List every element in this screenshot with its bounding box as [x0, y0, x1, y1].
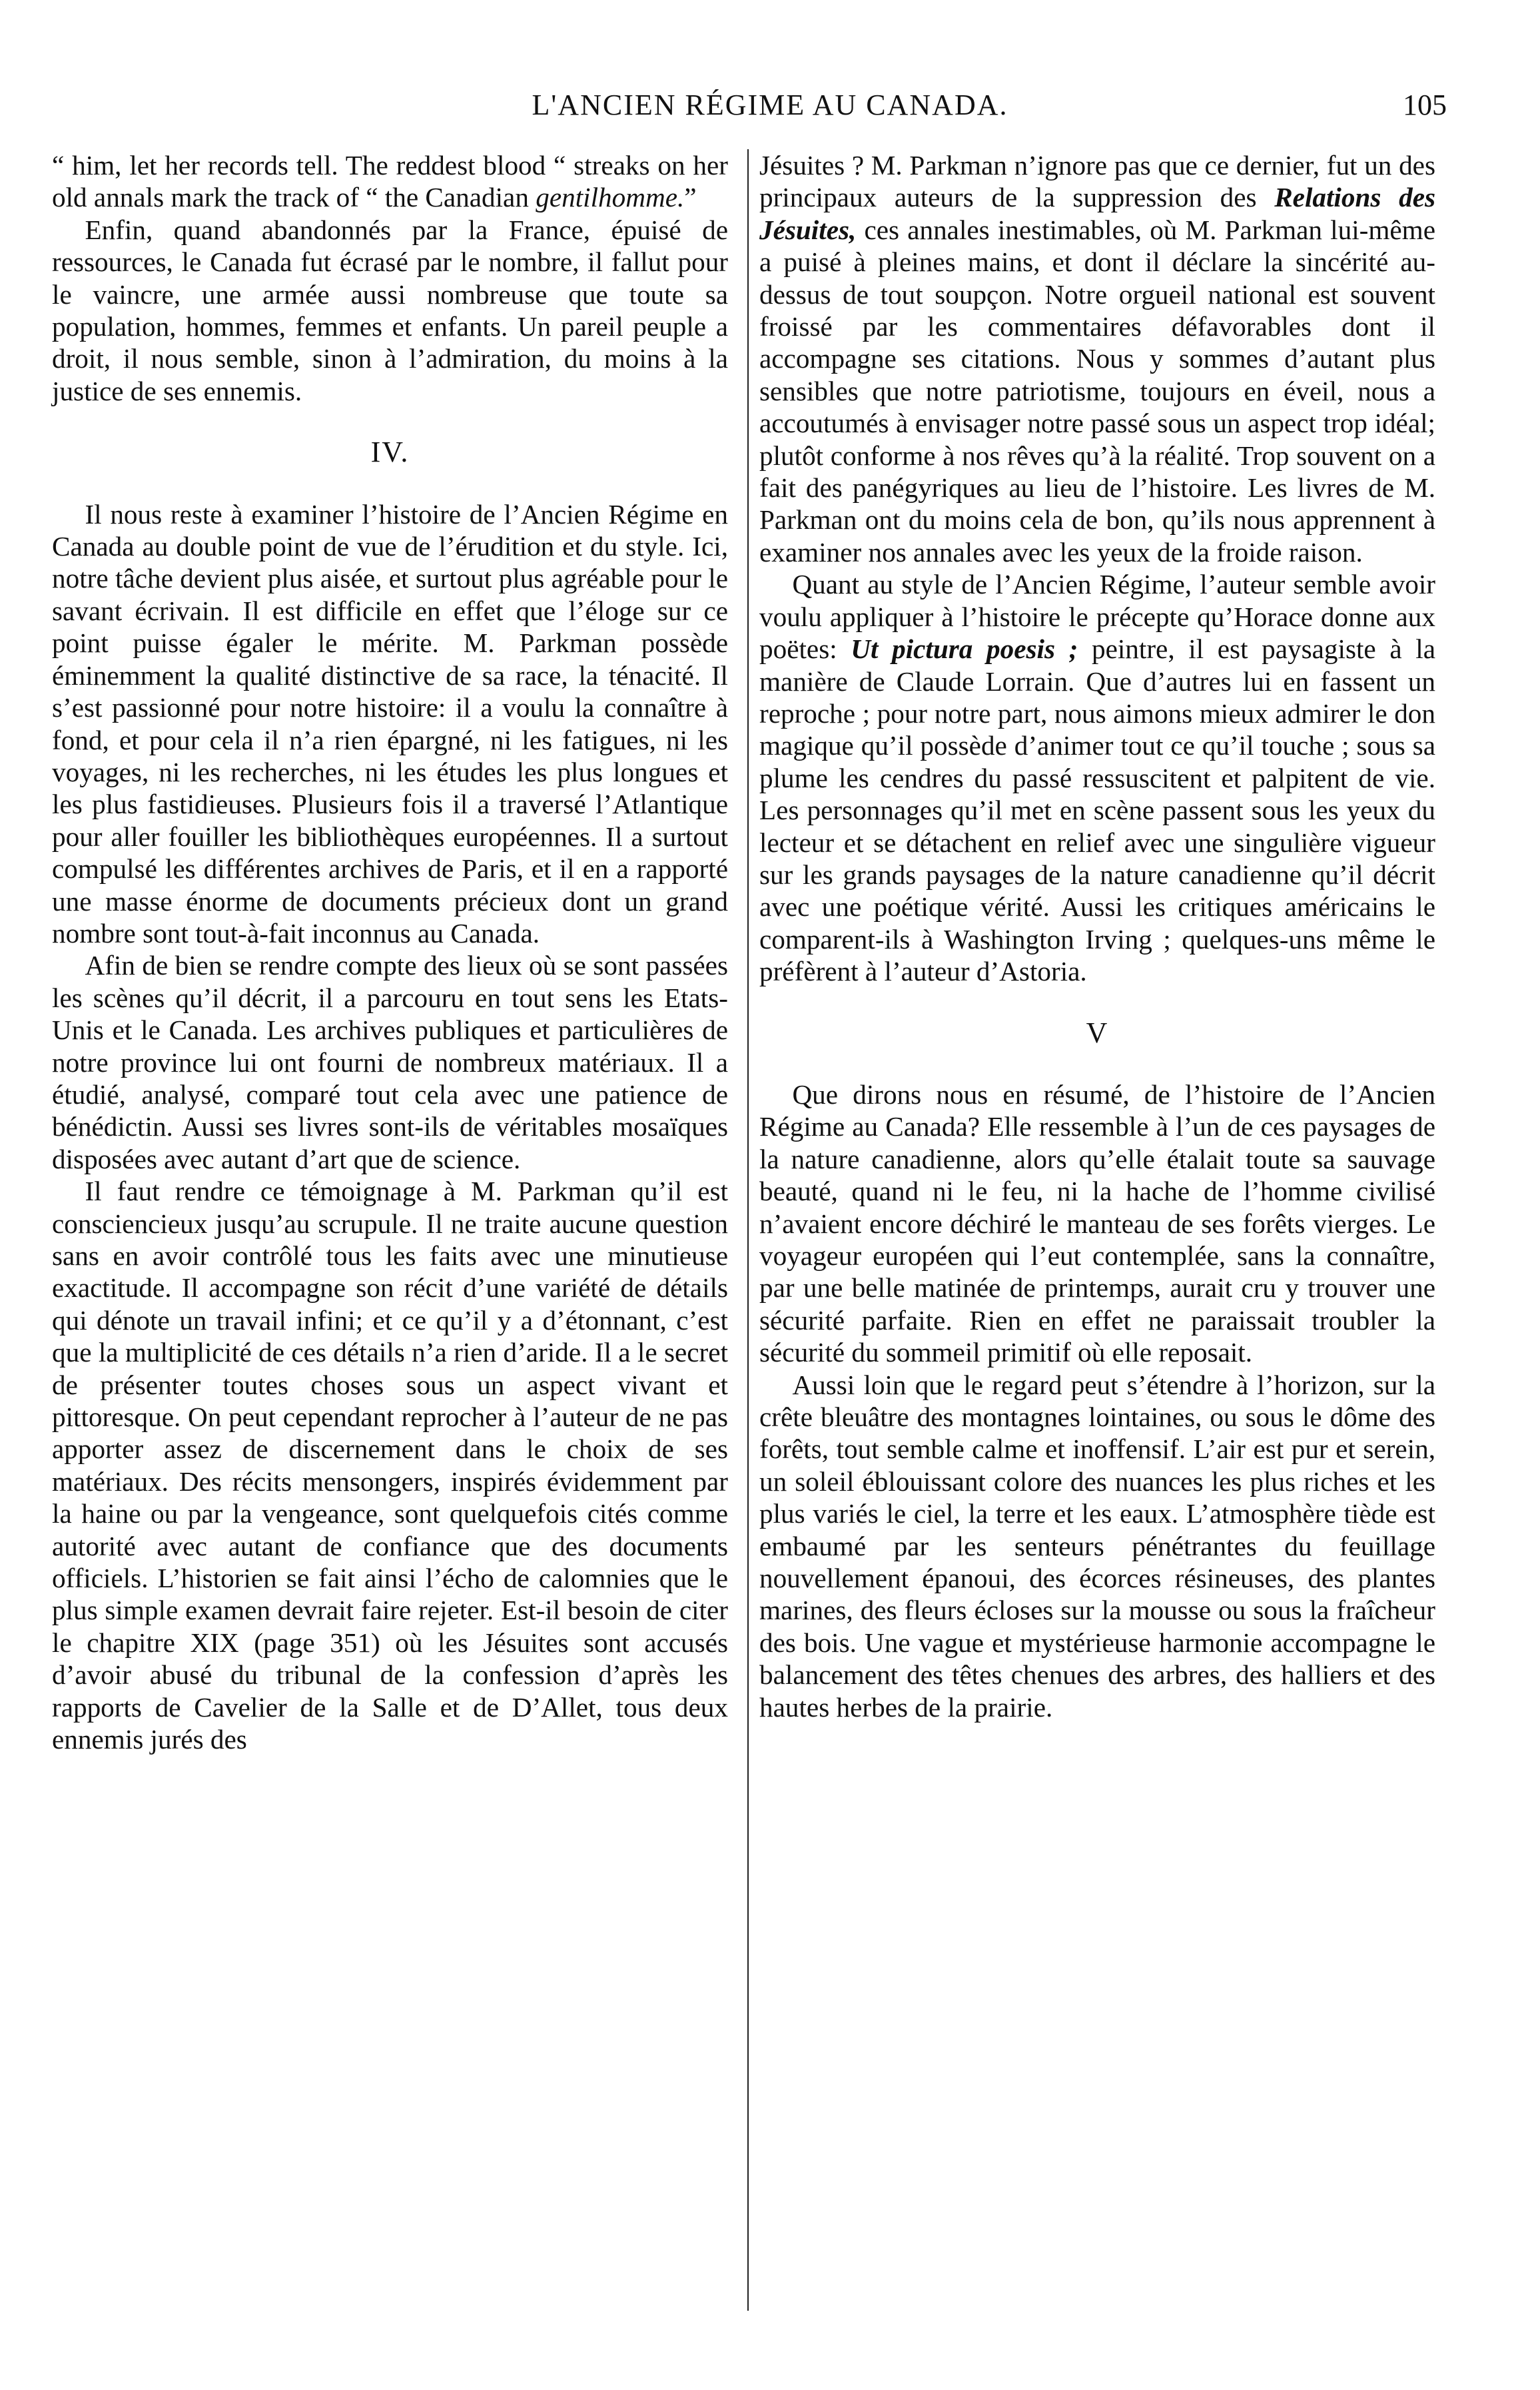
page-number: 105 [1403, 89, 1447, 121]
quote-text: “ him, let her records tell. The reddest blood “ streaks on her old annals mark the track of “ the Canadian [52, 150, 728, 213]
quote-emphasis: gentilhomme. [536, 182, 685, 213]
paragraph-text: Quant au style de l’Ancien Régime, l’auteur semble avoir voulu appliquer à l’histoire le précepte qu’Horace donne aux poëtes: [759, 569, 1435, 665]
quote-close: ” [684, 182, 697, 213]
latin-emphasis: Ut pictura poesis ; [851, 633, 1078, 665]
running-title: L'ANCIEN RÉGIME AU CANADA. [532, 89, 1008, 121]
paragraph [759, 568, 1435, 987]
paragraph: Que dirons nous en résumé, de l’histoire de l’Ancien Régime au Canada? Elle ressemble à l’un de ces paysages de la nature canadienne, alors qu’elle étalait toute sa sauvage beauté, quand ni le feu, ni la hache de l’homme civilisé n’avaient encore déchiré le manteau de ses forêts vierges. Le voyageur européen qui l’eut contemplée, sans la connaître, par une belle matinée de printemps, aurait cru y trouver une sécurité parfaite. Rien en effet ne paraissait troubler la sécurité du sommeil primitif où elle reposait. [759, 1078, 1435, 1368]
paragraph: Afin de bien se rendre compte des lieux où se sont passées les scènes qu’il décrit, il a parcouru en tout sens les Etats-Unis et le Canada. Les archives publiques et particulières de notre province lui ont fourni de nombreux matériaux. Il a étudié, analysé, comparé tout cela avec une patience de bénédictin. Aussi ses livres sont-ils de véritables mosaïques disposées avec autant d’art que de science. [52, 950, 728, 1174]
left-column [52, 149, 728, 1756]
paragraph-text: Jésuites ? M. Parkman n’ignore pas que ce dernier, fut un des principaux auteurs de la suppression des [759, 150, 1435, 213]
column-divider [747, 149, 749, 2311]
book-title-emphasis: Relations des Jésuites, [759, 182, 1435, 245]
right-column [759, 149, 1435, 1723]
quote-paragraph [52, 149, 728, 214]
section-heading-v: V [1086, 1016, 1109, 1049]
paragraph [759, 149, 1435, 568]
page-header [53, 88, 1487, 135]
paragraph-text: ces annales inestimables, où M. Parkman lui-même a puisé à pleines mains, et dont il déclare la sincérité au-dessus de tout soupçon. Notre orgueil national est souvent froissé par les commentaires défavorables dont il accompagne ses citations. Nous y sommes d’autant plus sensibles que notre patriotisme, toujours en éveil, nous a accoutumés à envisager notre passé sous un aspect trop idéal; plutôt conforme à nos rêves qu’à la réalité. Trop souvent on a fait des panégyriques au lieu de l’histoire. Les livres de M. Parkman ont du moins cela de bon, qu’ils nous apprennent à examiner nos annales avec les yeux de la froide raison. [759, 214, 1435, 568]
paragraph-text: peintre, il est paysagiste à la manière de Claude Lorrain. Que d’autres lui en fassent un reproche ; pour notre part, nous aimons mieux admirer le don magique qu’il possède d’animer tout ce qu’il touche ; sous sa plume les cendres du passé ressuscitent et palpitent de vie. Les personnages qu’il met en scène passent sous les yeux du lecteur et se détachent en relief avec une singulière vigueur sur les grands paysages de la nature canadienne qu’il décrit avec une poétique vérité. Aussi les critiques américains le comparent-ils à Washington Irving ; quelques-uns même le préfèrent à l’auteur d’Astoria. [759, 633, 1435, 987]
section-heading-iv: IV. [370, 436, 410, 469]
paragraph: Aussi loin que le regard peut s’étendre à l’horizon, sur la crête bleuâtre des montagnes lointaines, ou sous le dôme des forêts, tout semble calme et inoffensif. L’air est pur et serein, un soleil éblouissant colore des nuances les plus riches et les plus variés le ciel, la terre et les eaux. L’atmosphère tiède est embaumé par les senteurs pénétrantes du feuillage nouvellement épanoui, des écorces résineuses, des plantes marines, des fleurs écloses sur la mousse ou sous la fraîcheur des bois. Une vague et mystérieuse harmonie accompagne le balancement des têtes chenues des arbres, des halliers et des hautes herbes de la prairie. [759, 1369, 1435, 1723]
paragraph: Enfin, quand abandonnés par la France, épuisé de ressources, le Canada fut écrasé par le nombre, il fallut pour le vaincre, une armée aussi nombreuse que toute sa population, hommes, femmes et enfants. Un pareil peuple a droit, il nous semble, sinon à l’admiration, du moins à la justice de ses ennemis. [52, 214, 728, 406]
paragraph: Il faut rendre ce témoignage à M. Parkman qu’il est consciencieux jusqu’au scrupule. Il ne traite aucune question sans en avoir contrôlé tous les faits avec une minutieuse exactitude. Il accompagne son récit d’une variété de détails qui dénote un travail infini; et ce qu’il y a d’étonnant, c’est que la multiplicité de ces détails n’a rien d’aride. Il a le secret de présenter toutes choses sous un aspect vivant et pittoresque. On peut cependant reprocher à l’auteur de ne pas apporter assez de discernement dans le choix de ses matériaux. Des récits mensongers, inspirés évidemment par la haine ou par la vengeance, sont quelquefois cités comme autorité avec autant de confiance que des documents officiels. L’historien se fait ainsi l’écho de calomnies que le plus simple examen devrait faire rejeter. Est-il besoin de citer le chapitre XIX (page 351) où les Jésuites sont accusés d’avoir abusé du tribunal de la confession d’après les rapports de Cavelier de la Salle et de D’Allet, tous deux ennemis jurés des [52, 1176, 728, 1755]
paragraph: Il nous reste à examiner l’histoire de l’Ancien Régime en Canada au double point de vue de l’érudition et du style. Ici, notre tâche devient plus aisée, et surtout plus agréable pour le savant écrivain. Il est difficile en effet que l’éloge sur ce point puisse égaler le mérite. M. Parkman possède éminemment la qualité distinctive de sa race, la ténacité. Il s’est passionné pour notre histoire: il a voulu la connaître à fond, et pour cela il n’a rien épargné, ni les fatigues, ni les voyages, ni les recherches, ni les études les plus longues et les plus fastidieuses. Plusieurs fois il a traversé l’Atlantique pour aller fouiller les bibliothèques européennes. Il a surtout compulsé les différentes archives de Paris, et il en a rapporté une masse énorme de documents précieux dont un grand nombre sont tout-à-fait inconnus au Canada. [52, 498, 728, 949]
